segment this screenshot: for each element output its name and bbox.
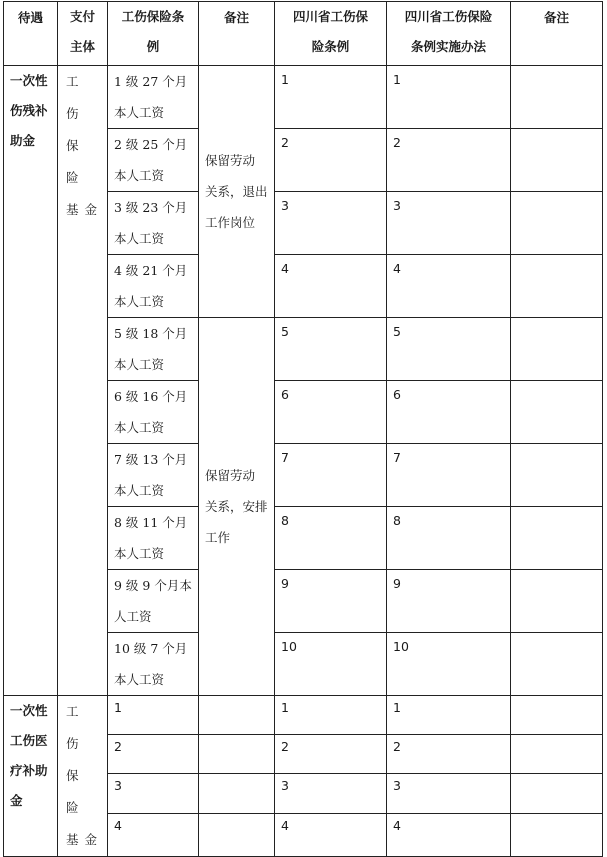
- note-cell: [199, 774, 275, 814]
- grade-cell: 5 级 18 个月 本人工资: [108, 318, 199, 381]
- grade-cell: 4 级 21 个月 本人工资: [108, 255, 199, 318]
- table-row: [4, 66, 603, 129]
- section2-label: 一次性 工伤医 疗补助 金: [4, 696, 58, 857]
- sichuan-measures-value: 2: [387, 129, 511, 192]
- grade-cell: 10 级 7 个月 本人工资: [108, 633, 199, 696]
- sichuan-regulation-value: 10: [275, 633, 387, 696]
- grade-cell: 1 级 27 个月 本人工资: [108, 66, 199, 129]
- regulation-value: 2: [108, 734, 199, 774]
- remark-cell: [511, 814, 603, 857]
- remark-cell: [511, 255, 603, 318]
- sichuan-regulation-value: 1: [275, 696, 387, 735]
- remark-cell: [511, 318, 603, 381]
- sichuan-measures-value: 3: [387, 774, 511, 814]
- sichuan-regulation-value: 3: [275, 192, 387, 255]
- sichuan-measures-value: 4: [387, 255, 511, 318]
- regulation-value: 1: [108, 696, 199, 735]
- grade-cell: 6 级 16 个月 本人工资: [108, 381, 199, 444]
- table-row: [4, 696, 603, 735]
- header-sichuan-measures: 四川省工伤保险 条例实施办法: [387, 2, 511, 66]
- header-regulation: 工伤保险条 例: [108, 2, 199, 66]
- sichuan-measures-value: 3: [387, 192, 511, 255]
- section1-fund: 工 伤 保 险 基金: [58, 66, 108, 696]
- sichuan-regulation-value: 2: [275, 129, 387, 192]
- header-note-2: 备注: [511, 2, 603, 66]
- sichuan-measures-value: 5: [387, 318, 511, 381]
- remark-cell: [511, 381, 603, 444]
- section1-label: 一次性 伤残补 助金: [4, 66, 58, 696]
- sichuan-measures-value: 1: [387, 696, 511, 735]
- remark-cell: [511, 696, 603, 735]
- note-cell: [199, 696, 275, 735]
- sichuan-measures-value: 2: [387, 734, 511, 774]
- header-note: 备注: [199, 2, 275, 66]
- sichuan-measures-value: 10: [387, 633, 511, 696]
- sichuan-regulation-value: 8: [275, 507, 387, 570]
- grade-cell: 8 级 11 个月 本人工资: [108, 507, 199, 570]
- note-retain-arrange: 保留劳动 关系，安排 工作: [199, 318, 275, 696]
- sichuan-regulation-value: 1: [275, 66, 387, 129]
- sichuan-measures-value: 7: [387, 444, 511, 507]
- sichuan-measures-value: 6: [387, 381, 511, 444]
- sichuan-measures-value: 9: [387, 570, 511, 633]
- note-cell: [199, 734, 275, 774]
- sichuan-regulation-value: 4: [275, 255, 387, 318]
- remark-cell: [511, 507, 603, 570]
- sichuan-regulation-value: 2: [275, 734, 387, 774]
- sichuan-regulation-value: 4: [275, 814, 387, 857]
- note-retain-exit: 保留劳动 关系，退出 工作岗位: [199, 66, 275, 318]
- remark-cell: [511, 129, 603, 192]
- note-cell: [199, 814, 275, 857]
- header-payer: 支付 主体: [58, 2, 108, 66]
- remark-cell: [511, 633, 603, 696]
- sichuan-regulation-value: 9: [275, 570, 387, 633]
- header-row: [4, 2, 603, 66]
- grade-cell: 3 级 23 个月 本人工资: [108, 192, 199, 255]
- benefits-table: [3, 1, 603, 857]
- sichuan-measures-value: 8: [387, 507, 511, 570]
- sichuan-regulation-value: 5: [275, 318, 387, 381]
- section2-fund: 工 伤 保 险 基金: [58, 696, 108, 857]
- remark-cell: [511, 734, 603, 774]
- regulation-value: 3: [108, 774, 199, 814]
- header-treatment: 待遇: [4, 2, 58, 66]
- remark-cell: [511, 774, 603, 814]
- grade-cell: 9 级 9 个月本 人工资: [108, 570, 199, 633]
- sichuan-measures-value: 4: [387, 814, 511, 857]
- grade-cell: 7 级 13 个月 本人工资: [108, 444, 199, 507]
- remark-cell: [511, 444, 603, 507]
- remark-cell: [511, 66, 603, 129]
- remark-cell: [511, 570, 603, 633]
- header-sichuan-regulation: 四川省工伤保 险条例: [275, 2, 387, 66]
- sichuan-regulation-value: 6: [275, 381, 387, 444]
- sichuan-measures-value: 1: [387, 66, 511, 129]
- grade-cell: 2 级 25 个月 本人工资: [108, 129, 199, 192]
- sichuan-regulation-value: 7: [275, 444, 387, 507]
- remark-cell: [511, 192, 603, 255]
- regulation-value: 4: [108, 814, 199, 857]
- sichuan-regulation-value: 3: [275, 774, 387, 814]
